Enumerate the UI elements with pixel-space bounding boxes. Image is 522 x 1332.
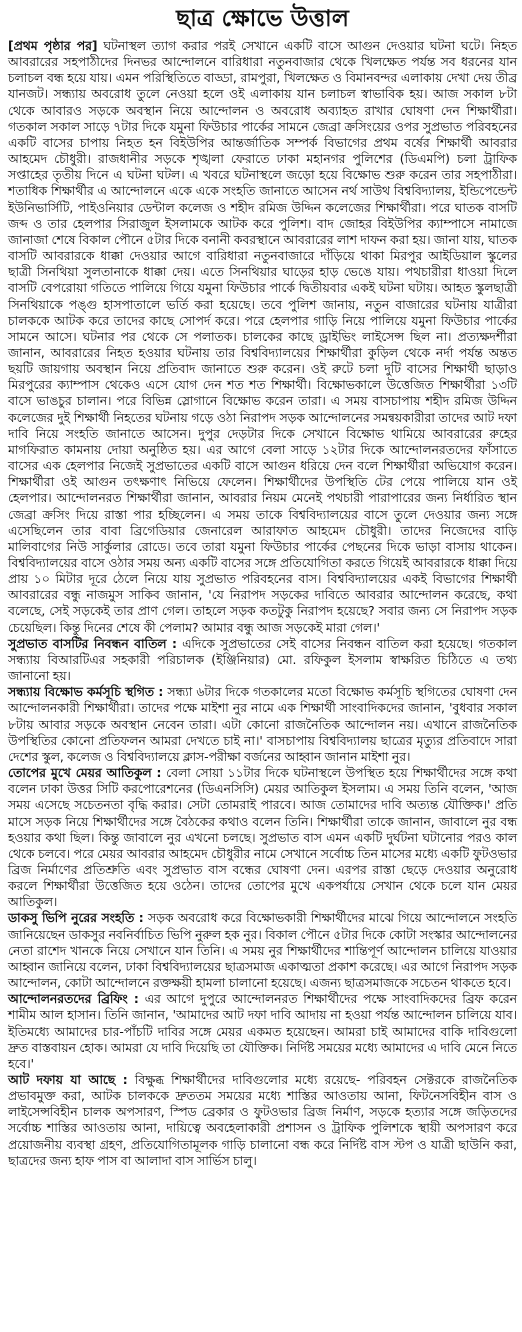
article-paragraph xyxy=(8,1072,517,1169)
paragraph-lead: আট দফায় যা আছে : xyxy=(8,1073,128,1087)
article-paragraph xyxy=(8,636,517,684)
paragraph-text: সন্ধ্যা ৬টার দিকে গতকালের মতো বিক্ষোভ কর্মসূচি স্থগিতের ঘোষণা দেন আন্দোলনকারী শিক্ষার্থীরা। তাদের পক্ষে মাইশা নুর নামে এক শিক্ষার্থী সাংবাদিকদের জানান, 'বুধবার সকাল ৮টায় আবার সড়কে অবস্থান নেবেন তারা। এটা কোনো রাজনৈতিক আন্দোলন নয়। এখানে রাজনৈতিক উপস্থিতির কোনো প্রতিফলন আমরা দেখতে চাই না।' বাসচাপায় বিশ্ববিদ্যালয় ছাত্রের মৃত্যুর প্রতিবাদে সারা দেশের স্কুল, কলেজ ও বিশ্ববিদ্যালয়ে ক্লাস-পরীক্ষা বর্জনের আহ্বান জানান মাইশা নুর। xyxy=(8,685,517,764)
article-paragraph xyxy=(8,38,517,636)
paragraph-text: এদিকে সুপ্রভাতের সেই বাসের নিবন্ধন বাতিল করা হয়েছে। গতকাল সন্ধ্যায় বিআরটিএর সহকারী পরিচালক (ইঞ্জিনিয়ার) মো. রফিকুল ইসলাম স্বাক্ষরিত চিঠিতে এ তথ্য জানানো হয়। xyxy=(8,636,517,684)
paragraph-text: ঘটনাস্থল ত্যাগ করার পরই সেখানে একটি বাসে আগুন দেওয়ার ঘটনা ঘটে। নিহত আবরারের সহপাঠীদের দিনভর আন্দোলনে বারিধারা নতুনবাজার থেকে খিলক্ষেত পর্যন্ত সব ধরনের যান চলাচল বন্ধ হয়ে যায়। এমন পরিস্থিতিতে বাড্ডা, রামপুরা, খিলক্ষেত ও বিমানবন্দর এলাকায় দেখা দেয় তীব্র যানজট। সন্ধ্যায় অবরোধ তুলে নেওয়া হলে ওই এলাকায় যান চলাচল স্বাভাবিক হয়। আজ সকাল ৮টা থেকে আবারও সড়কে অবস্থান নিয়ে আন্দোলন ও অবরোধ অব্যাহত রাখার ঘোষণা দেন শিক্ষার্থীরা। গতকাল সকাল সাড়ে ৭টার দিকে যমুনা ফিউচার পার্কের সামনে জেব্রা ক্রসিংয়ের ওপর সুপ্রভাত পরিবহনের একটি বাসের চাপায় নিহত হন বিইউপির আন্তর্জাতিক সম্পর্ক বিভাগের প্রথম বর্ষের শিক্ষার্থী আবরার আহমেদ চৌধুরী। রাজধানীর সড়কে শৃঙ্খলা ফেরাতে ঢাকা মহানগর পুলিশের (ডিএমপি) চলা ট্রাফিক সপ্তাহের তৃতীয় দিনে এ ঘটনা ঘটল। এ খবরে ঘটনাস্থলে জড়ো হয়ে বিক্ষোভ শুরু করেন তার সহপাঠীরা। শতাধিক শিক্ষার্থীর এ আন্দোলনে একে একে সংহতি জানাতে আসেন নর্থ সাউথ বিশ্ববিদ্যালয়, ইন্ডিপেন্ডেন্ট ইউনিভার্সিটি, পাইওনিয়ার ডেন্টাল কলেজ ও শহীদ রমিজ উদ্দিন কলেজের শিক্ষার্থীরা। পরে ঘাতক বাসটি জব্দ ও তার হেলপার সিরাজুল ইসলামকে আটক করে পুলিশ। বাদ জোহর বিইউপির ক্যাম্পাসে নামাজে জানাজা শেষে বিকাল পৌনে ৫টার দিকে বনানী কবরস্থানে আবরারের লাশ দাফন করা হয়। জানা যায়, ঘাতক বাসটি আবরারকে ধাক্কা দেওয়ার আগে বারিধারা নতুনবাজারে দাঁড়িয়ে থাকা মিরপুর আইডিয়াল স্কুলের ছাত্রী সিনথিয়া সুলতানাকে ধাক্কা দেয়। এতে সিনথিয়ার ঘাড়ের হাড় ভেঙে যায়। পথচারীরা ধাওয়া দিলে বাসটি বেপরোয়া গতিতে পালিয়ে গিয়ে যমুনা ফিউচার পার্কে দ্বিতীয়বার একই ঘটনা ঘটায়। আহত স্কুলছাত্রী সিনথিয়াকে পঙ্গু হাসপাতালে ভর্তি করা হয়েছে। তবে পুলিশ জানায়, নতুন বাজারের ঘটনায় যাত্রীরা চালককে আটক করে তাদের কাছে সোপর্দ করে। পরে হেলপার গাড়ি নিয়ে পালিয়ে যমুনা ফিউচার পার্কের সামনে আসে। ঘটনার পর থেকে সে পলাতক। চালকের কাছে ড্রাইভিং লাইসেন্স ছিল না। প্রত্যক্ষদর্শীরা জানান, আবরারের নিহত হওয়ার ঘটনায় তার বিশ্ববিদ্যালয়ের শিক্ষার্থীরা কুড়িল থেকে নর্দা পর্যন্ত অন্তত ছয়টি জায়গায় অবস্থান নিয়ে প্রতিবাদ জানাতে শুরু করেন। ওই রুটে চলা দুটি বাসের শিক্ষার্থী ছাড়াও মিরপুরের ক্যাম্পাস থেকেও এসে যোগ দেন শত শত শিক্ষার্থী। বিক্ষোভকালে উত্তেজিত শিক্ষার্থীরা ১৩টি বাসে ভাঙচুর চালান। পরে বিভিন্ন স্লোগানে বিক্ষোভ করেন তারা। এ সময় বাসচাপায় শহীদ রমিজ উদ্দিন কলেজের দুই শিক্ষার্থী নিহতের ঘটনায় গড়ে ওঠা নিরাপদ সড়ক আন্দোলনের সমন্বয়কারীরা তাদের আট দফা দাবি নিয়ে সংহতি জানাতে আসেন। দুপুর দেড়টার দিকে সেখানে বিক্ষোভ থামিয়ে আবরারের রুহের মাগফিরাত কামনায় দোয়া অনুষ্ঠিত হয়। এর আগে বেলা সাড়ে ১২টার দিকে আন্দোলনরতদের ফাঁসাতে বাসের এক হেলপার নিজেই সুপ্রভাতের একটি বাসে আগুন ধরিয়ে দেন বলে শিক্ষার্থীরা অভিযোগ করেন। শিক্ষার্থীরা ওই আগুন তৎক্ষণাৎ নিভিয়ে ফেলেন। শিক্ষার্থীদের উপস্থিতি টের পেয়ে পালিয়ে যান ওই হেলপার। আন্দোলনরত শিক্ষার্থীরা জানান, আবরার নিয়ম মেনেই পথচারী পারাপারের জন্য নির্ধারিত স্থান জেব্রা ক্রসিং দিয়ে রাস্তা পার হচ্ছিলেন। এ সময় তাকে বিশ্ববিদ্যালয়ের বাসে তুলে দেওয়ার জন্য সঙ্গে এসেছিলেন তার বাবা ব্রিগেডিয়ার জেনারেল আরাফাত আহমেদ চৌধুরী। তাদের নিজেদের বাড়ি মালিবাগের নিউ সার্কুলার রোডে। তবে তারা যমুনা ফিউচার পার্কের পেছনের দিকে ভাড়া বাসায় থাকেন। বিশ্ববিদ্যালয়ের বাসে ওঠার সময় অন্য একটি বাসের সঙ্গে প্রতিযোগিতা করতে গিয়েই আবরারকে ধাক্কা দিয়ে প্রায় ১০ মিটার দূরে ঠেলে নিয়ে যায় সুপ্রভাত পরিবহনের বাস। বিশ্ববিদ্যালয়ের একই বিভাগের শিক্ষার্থী আবরারের বন্ধু নাজমুস সাকিব জানান, 'যে নিরাপদ সড়কের দাবিতে আবরার আন্দোলন করেছে, কথা বলেছে, সেই সড়কেই তার প্রাণ গেল। তাহলে সড়ক কতটুকু নিরাপদ হয়েছে? সবার জন্য সে নিরাপদ সড়ক চেয়েছিল। কিন্তু দিনের শেষে কী পেলাম? আমার বন্ধু আজ সড়কেই মারা গেল।' xyxy=(8,39,517,635)
article-headline: ছাত্র ক্ষোভে উত্তাল xyxy=(176,6,349,32)
paragraph-lead: আন্দোলনরতদের ব্রিফিং : xyxy=(8,992,139,1007)
paragraph-text: সড়ক অবরোধ করে বিক্ষোভকারী শিক্ষার্থীদের মাঝে গিয়ে আন্দোলনে সংহতি জানিয়েছেন ডাকসুর নবনির্বাচিত ভিপি নুরুল হক নুর। বিকাল পৌনে ৫টার দিকে কোটা সংস্কার আন্দোলনের নেতা রাশেদ খানকে নিয়ে সেখানে যান তিনি। এ সময় নুর শিক্ষার্থীদের শান্তিপূর্ণ আন্দোলন চালিয়ে যাওয়ার আহ্বান জানিয়ে বলেন, ঢাকা বিশ্ববিদ্যালয়ের ছাত্রসমাজ একাত্মতা প্রকাশ করেছে। এর আগে নিরাপদ সড়ক আন্দোলন, কোটা আন্দোলনে রক্তক্ষয়ী হামলা চালানো হয়েছে। এজন্য ছাত্রসমাজকে সচেতন থাকতে হবে। xyxy=(8,911,517,991)
paragraph-lead: সন্ধ্যায় বিক্ষোভ কর্মসূচি স্থগিত : xyxy=(8,685,164,700)
article-paragraph xyxy=(8,765,517,910)
article-paragraph xyxy=(8,991,517,1072)
article-paragraph xyxy=(8,910,517,991)
paragraph-text: বিক্ষুব্ধ শিক্ষার্থীদের দাবিগুলোর মধ্যে রয়েছে- পরিবহন সেক্টরকে রাজনৈতিক প্রভাবমুক্ত করা, আটক চালককে দ্রুততম সময়ের মধ্যে শাস্তির আওতায় আনা, ফিটনেসবিহীন বাস ও লাইসেন্সবিহীন চালক অপসারণ, স্পিড ব্রেকার ও ফুটওভার ব্রিজ নির্মাণ, সড়কে হত্যার সঙ্গে জড়িতদের সর্বোচ্চ শাস্তির আওতায় আনা, দায়িত্বে অবহেলাকারী প্রশাসন ও ট্রাফিক পুলিশকে স্থায়ী অপসারণ করে প্রয়োজনীয় ব্যবস্থা গ্রহণ, প্রতিযোগিতামূলক গাড়ি চালানো বন্ধ করে নির্দিষ্ট বাস স্টপ ও যাত্রী ছাউনি করা, ছাত্রদের জন্য হাফ পাস বা আলাদা বাস সার্ভিস চালু। xyxy=(8,1073,517,1168)
paragraph-lead: [প্রথম পৃষ্ঠার পর] xyxy=(8,39,98,53)
paragraph-lead: সুপ্রভাত বাসটির নিবন্ধন বাতিল : xyxy=(8,636,177,651)
paragraph-lead: ডাকসু ভিপি নুরের সংহতি : xyxy=(8,911,144,926)
article-paragraph xyxy=(8,684,517,765)
paragraph-text: বেলা সোয়া ১১টার দিকে ঘটনাস্থলে উপস্থিত হয়ে শিক্ষার্থীদের সঙ্গে কথা বলেন ঢাকা উত্তর সিটি করপোরেশনের (ডিএনসিসি) মেয়র আতিকুল ইসলাম। এ সময় তিনি বলেন, 'আজ সময় এসেছে সচেতনতা বৃদ্ধি করার। সেটা তোমরাই পারবে। আজ তোমাদের দাবি অত্যন্ত যৌক্তিক।' প্রতি মাসে সড়ক নিয়ে শিক্ষার্থীদের সঙ্গে বৈঠকের কথাও বলেন তিনি। শিক্ষার্থীরা তাকে জানান, জাবালে নুর বন্ধ হওয়ার কথা ছিল। কিন্তু জাবালে নুর এখনো চলছে। সুপ্রভাত বাস এমন একটি দুর্ঘটনা ঘটানোর পরও কাল থেকে চলবে। পরে মেয়র আবরার আহমেদ চৌধুরীর নামে সেখানে সর্বোচ্চ তিন মাসের মধ্যে একটি ফুটওভার ব্রিজ নির্মাণের প্রতিশ্রুতি এবং সুপ্রভাত বাস বন্ধের ঘোষণা দেন। এরপর রাস্তা ছেড়ে দেওয়ার অনুরোধ করলে শিক্ষার্থীরা উত্তেজিত হয়ে ওঠেন। তাদের তোপের মুখে একপর্যায়ে সেখান থেকে চলে যান মেয়র আতিকুল। xyxy=(8,766,518,910)
paragraph-text: এর আগে দুপুরে আন্দোলনরত শিক্ষার্থীদের পক্ষে সাংবাদিকদের ব্রিফ করেন শামীম আল হাসান। তিনি জানান, 'আমাদের আট দফা দাবি আদায় না হওয়া পর্যন্ত আন্দোলন চালিয়ে যাব। ইতিমধ্যে আমাদের চার-পাঁচটি দাবির সঙ্গে মেয়র একমত হয়েছেন। আমরা চাই আমাদের বাকি দাবিগুলো দ্রুত বাস্তবায়ন হোক। আমরা যে দাবি দিয়েছি তা যৌক্তিক। নির্দিষ্ট সময়ের মধ্যে আমাদের এ দাবি মেনে নিতে হবে।' xyxy=(8,992,517,1071)
paragraph-lead: তোপের মুখে মেয়র আতিকুল : xyxy=(8,766,162,781)
